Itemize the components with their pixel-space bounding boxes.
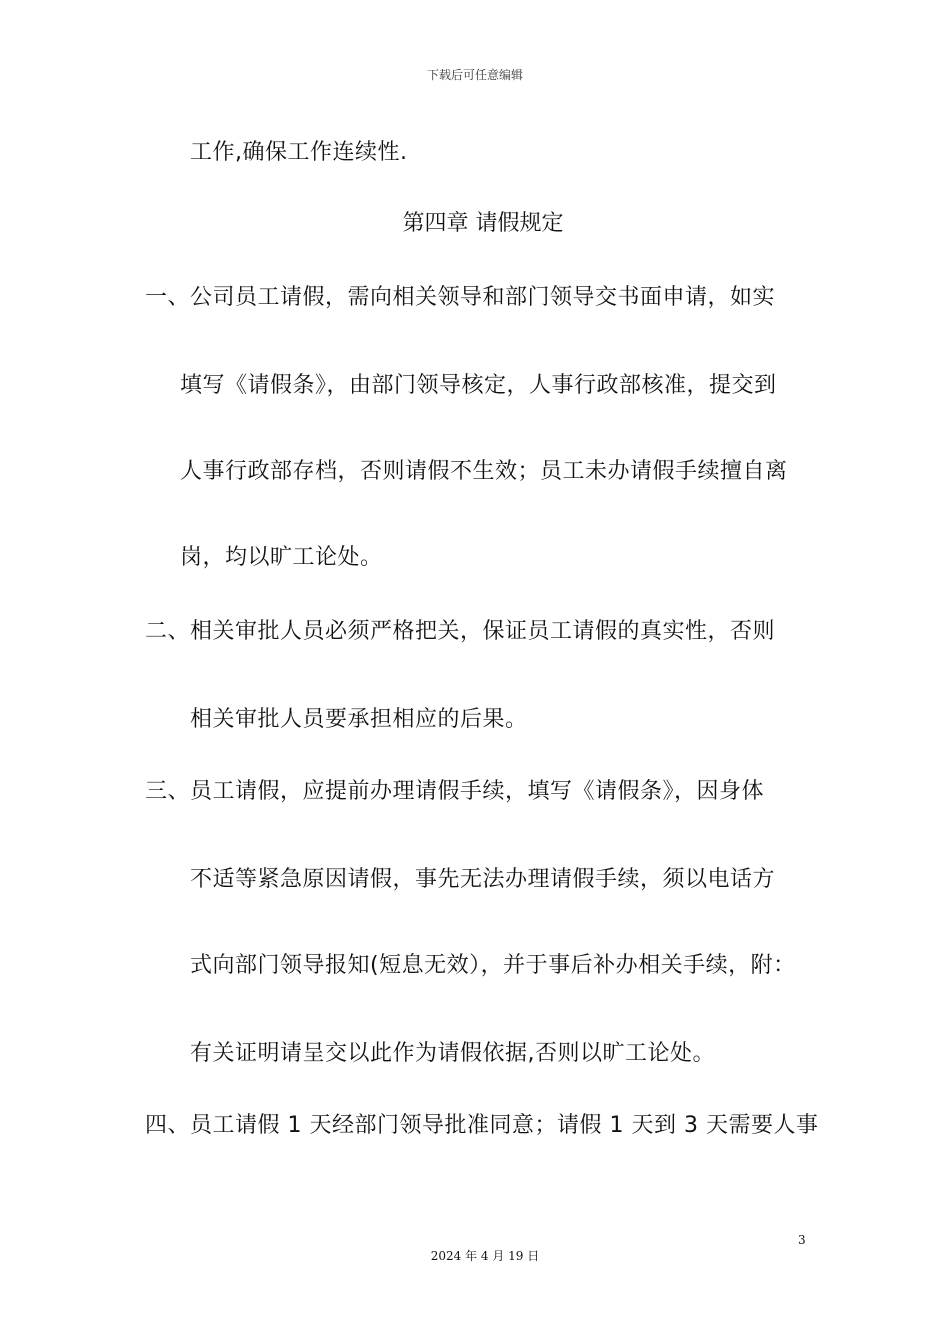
paragraph-4-line-1: 四、员工请假 1 天经部门领导批准同意；请假 1 天到 3 天需要人事 <box>145 1113 819 1138</box>
paragraph-1-line-2: 填写《请假条》，由部门领导核定，人事行政部核准，提交到 <box>180 373 777 398</box>
footer-date: 2024 年 4 月 19 日 <box>430 1249 540 1263</box>
paragraph-3-line-3: 式向部门领导报知(短息无效），并于事后补办相关手续，附： <box>190 953 796 978</box>
paragraph-2-line-1: 二、相关审批人员必须严格把关，保证员工请假的真实性，否则 <box>145 619 776 644</box>
paragraph-2-line-2: 相关审批人员要承担相应的后果。 <box>190 707 528 732</box>
paragraph-3-line-4: 有关证明请呈交以此作为请假依据,否则以旷工论处。 <box>190 1041 715 1066</box>
page-number: 3 <box>798 1233 806 1247</box>
paragraph-1-line-1: 一、公司员工请假，需向相关领导和部门领导交书面申请，如实 <box>145 285 776 310</box>
paragraph-3-line-2: 不适等紧急原因请假，事先无法办理请假手续，须以电话方 <box>190 867 776 892</box>
paragraph-1-line-3: 人事行政部存档，否则请假不生效；员工未办请假手续擅自离 <box>180 459 788 484</box>
continuation-line: 工作,确保工作连续性. <box>190 140 408 165</box>
chapter-title: 第四章 请假规定 <box>402 211 564 236</box>
paragraph-1-line-4: 岗，均以旷工论处。 <box>180 545 383 570</box>
header-note: 下载后可任意编辑 <box>426 68 523 82</box>
paragraph-3-line-1: 三、员工请假，应提前办理请假手续，填写《请假条》，因身体 <box>145 779 765 804</box>
